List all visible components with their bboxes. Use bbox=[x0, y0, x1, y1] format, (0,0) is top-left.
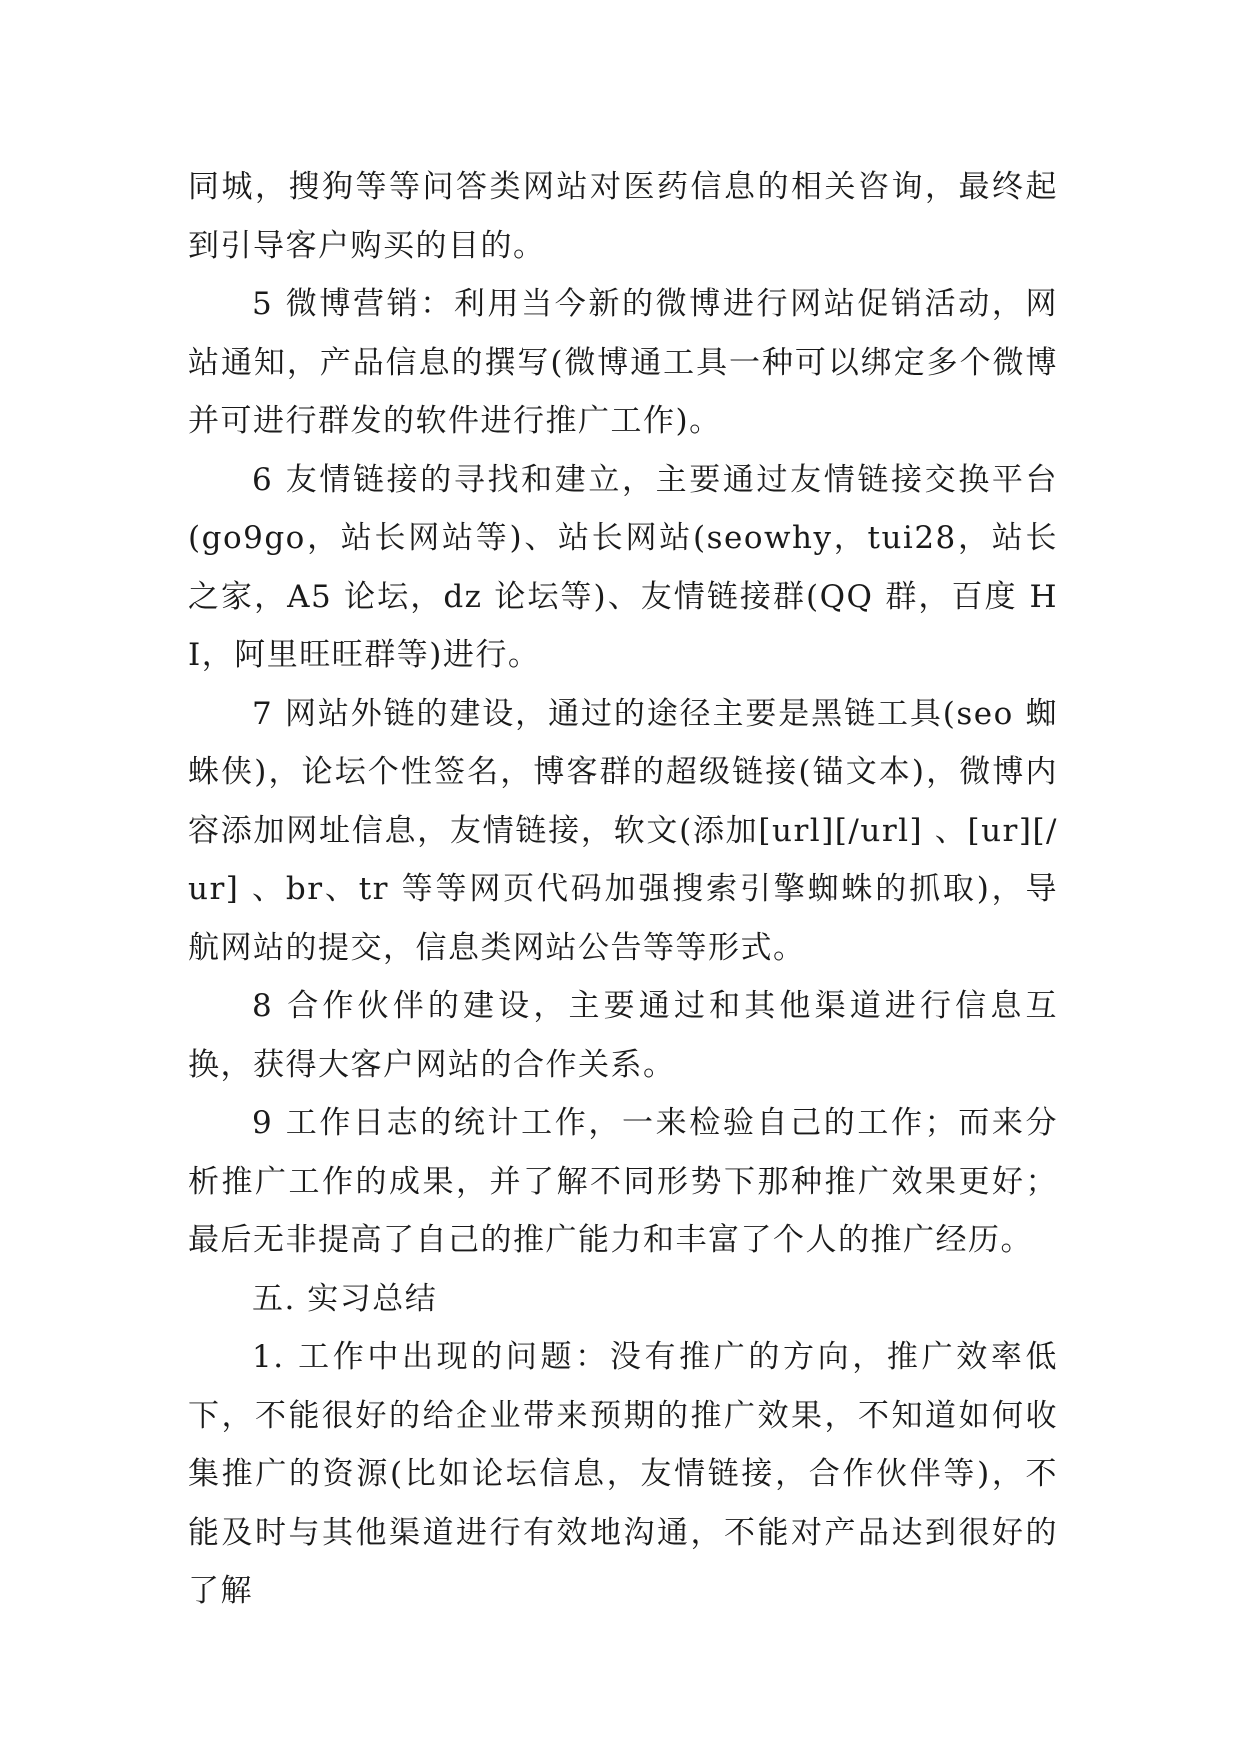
paragraph-weibo-marketing: 5 微博营销：利用当今新的微博进行网站促销活动，网站通知，产品信息的撰写(微博通工具一种可以绑定多个微博并可进行群发的软件进行推广工作)。 bbox=[188, 286, 1058, 439]
section-heading-summary: 五. 实习总结 bbox=[252, 1280, 438, 1317]
paragraph-external-links: 7 网站外链的建设，通过的途径主要是黑链工具(seo 蜘蛛侠)，论坛个性签名，博客群的超级链接(锚文本)，微博内容添加网址信息，友情链接，软文(添加[url][/url] 、[ur][/ur] 、br、tr 等等网页代码加强搜索引擎蜘蛛的抓取)，导航网站的提交，信息类网站公告等等形式。 bbox=[188, 695, 1058, 966]
paragraph-continuation: 同城，搜狗等等问答类网站对医药信息的相关咨询，最终起到引导客户购买的目的。 bbox=[188, 169, 1058, 264]
paragraph-work-log: 9 工作日志的统计工作，一来检验自己的工作；而来分析推广工作的成果，并了解不同形势下那种推广效果更好；最后无非提高了自己的推广能力和丰富了个人的推广经历。 bbox=[188, 1105, 1058, 1258]
paragraph-partners: 8 合作伙伴的建设，主要通过和其他渠道进行信息互换，获得大客户网站的合作关系。 bbox=[188, 988, 1058, 1083]
paragraph-problems: 1. 工作中出现的问题：没有推广的方向，推广效率低下，不能很好的给企业带来预期的推广效果，不知道如何收集推广的资源(比如论坛信息，友情链接，合作伙伴等)，不能及时与其他渠道进行有效地沟通，不能对产品达到很好的了解 bbox=[188, 1339, 1058, 1609]
document-body bbox=[188, 158, 1058, 1621]
paragraph-friend-links: 6 友情链接的寻找和建立，主要通过友情链接交换平台(go9go，站长网站等)、站长网站(seowhy，tui28，站长之家，A5 论坛，dz 论坛等)、友情链接群(QQ 群，百度 HI，阿里旺旺群等)进行。 bbox=[188, 461, 1058, 673]
